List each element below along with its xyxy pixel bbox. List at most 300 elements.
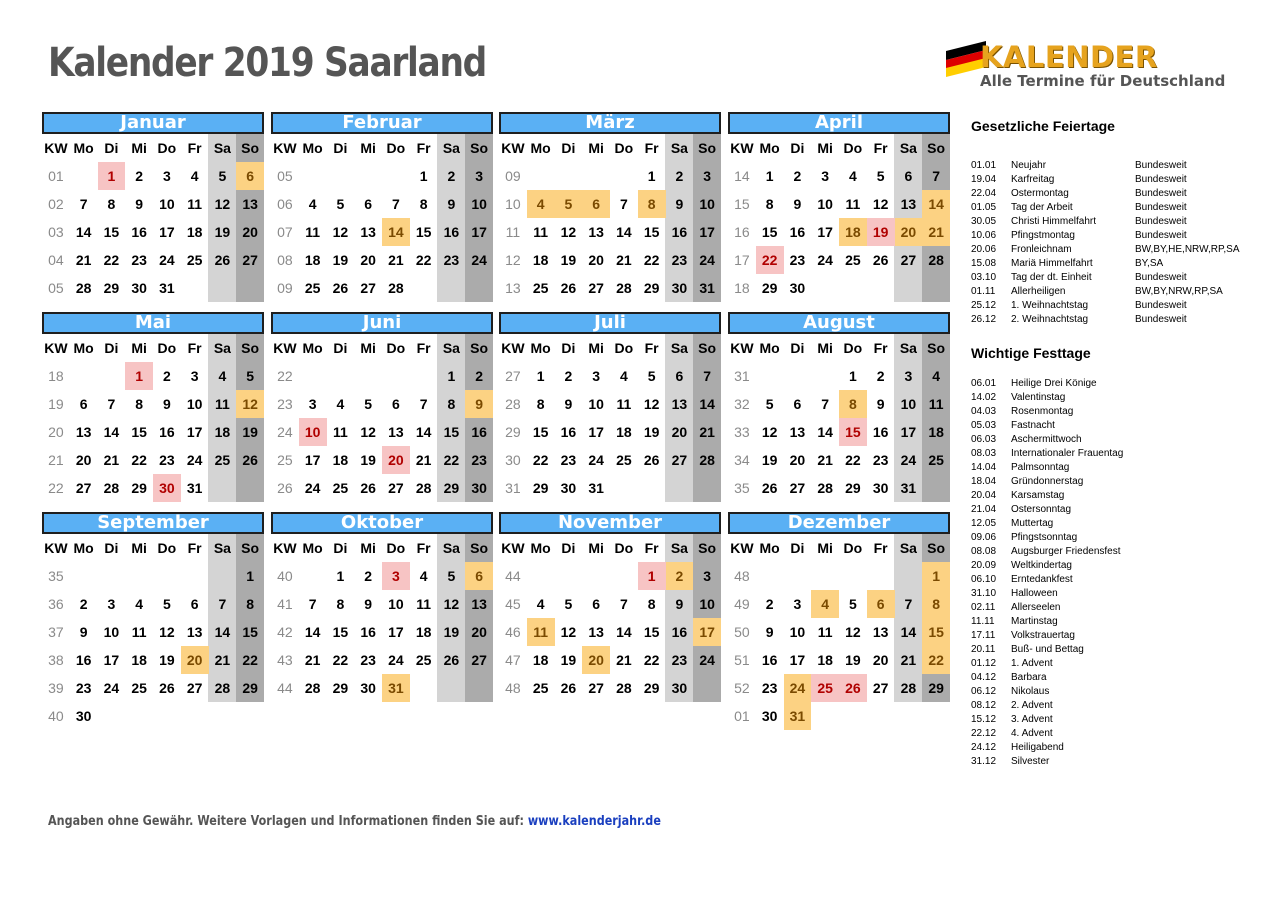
day-cell[interactable] bbox=[98, 246, 126, 274]
day-cell[interactable] bbox=[693, 646, 721, 674]
day-cell[interactable] bbox=[922, 390, 950, 418]
day-cell[interactable] bbox=[125, 474, 153, 502]
festday-day[interactable] bbox=[582, 646, 610, 674]
day-cell[interactable] bbox=[327, 674, 355, 702]
day-cell[interactable] bbox=[410, 618, 438, 646]
day-cell[interactable] bbox=[410, 390, 438, 418]
day-cell[interactable] bbox=[527, 418, 555, 446]
day-cell[interactable] bbox=[209, 246, 237, 274]
festday-day[interactable] bbox=[382, 218, 410, 246]
day-cell[interactable] bbox=[784, 474, 812, 502]
day-cell[interactable] bbox=[327, 246, 355, 274]
day-cell[interactable] bbox=[756, 446, 784, 474]
day-cell[interactable] bbox=[582, 446, 610, 474]
day-cell[interactable] bbox=[153, 218, 181, 246]
day-cell[interactable] bbox=[527, 446, 555, 474]
day-cell[interactable] bbox=[70, 590, 98, 618]
day-cell[interactable] bbox=[638, 362, 666, 390]
day-cell[interactable] bbox=[153, 190, 181, 218]
day-cell[interactable] bbox=[582, 274, 610, 302]
day-cell[interactable] bbox=[867, 446, 895, 474]
day-cell[interactable] bbox=[582, 590, 610, 618]
festday-day[interactable] bbox=[236, 162, 264, 190]
day-cell[interactable] bbox=[555, 246, 583, 274]
day-cell[interactable] bbox=[438, 446, 466, 474]
day-cell[interactable] bbox=[638, 274, 666, 302]
day-cell[interactable] bbox=[181, 362, 209, 390]
day-cell[interactable] bbox=[181, 590, 209, 618]
day-cell[interactable] bbox=[125, 218, 153, 246]
day-cell[interactable] bbox=[327, 418, 355, 446]
day-cell[interactable] bbox=[610, 674, 638, 702]
day-cell[interactable] bbox=[354, 446, 382, 474]
festday-day[interactable] bbox=[922, 618, 950, 646]
day-cell[interactable] bbox=[299, 446, 327, 474]
day-cell[interactable] bbox=[811, 390, 839, 418]
day-cell[interactable] bbox=[181, 190, 209, 218]
holiday-day[interactable] bbox=[299, 418, 327, 446]
festday-day[interactable] bbox=[465, 390, 493, 418]
day-cell[interactable] bbox=[527, 646, 555, 674]
day-cell[interactable] bbox=[638, 390, 666, 418]
day-cell[interactable] bbox=[438, 218, 466, 246]
day-cell[interactable] bbox=[895, 446, 923, 474]
day-cell[interactable] bbox=[784, 418, 812, 446]
day-cell[interactable] bbox=[125, 246, 153, 274]
day-cell[interactable] bbox=[527, 474, 555, 502]
day-cell[interactable] bbox=[153, 418, 181, 446]
day-cell[interactable] bbox=[236, 246, 264, 274]
day-cell[interactable] bbox=[236, 590, 264, 618]
day-cell[interactable] bbox=[638, 446, 666, 474]
day-cell[interactable] bbox=[895, 674, 923, 702]
day-cell[interactable] bbox=[382, 590, 410, 618]
day-cell[interactable] bbox=[610, 618, 638, 646]
day-cell[interactable] bbox=[438, 646, 466, 674]
day-cell[interactable] bbox=[756, 390, 784, 418]
day-cell[interactable] bbox=[382, 246, 410, 274]
day-cell[interactable] bbox=[756, 274, 784, 302]
day-cell[interactable] bbox=[811, 162, 839, 190]
day-cell[interactable] bbox=[181, 674, 209, 702]
day-cell[interactable] bbox=[354, 246, 382, 274]
day-cell[interactable] bbox=[922, 362, 950, 390]
day-cell[interactable] bbox=[666, 162, 694, 190]
day-cell[interactable] bbox=[895, 618, 923, 646]
day-cell[interactable] bbox=[438, 246, 466, 274]
day-cell[interactable] bbox=[839, 474, 867, 502]
day-cell[interactable] bbox=[98, 618, 126, 646]
day-cell[interactable] bbox=[756, 218, 784, 246]
day-cell[interactable] bbox=[209, 618, 237, 646]
holiday-day[interactable] bbox=[153, 474, 181, 502]
festday-day[interactable] bbox=[693, 618, 721, 646]
day-cell[interactable] bbox=[811, 418, 839, 446]
day-cell[interactable] bbox=[922, 418, 950, 446]
day-cell[interactable] bbox=[811, 618, 839, 646]
day-cell[interactable] bbox=[209, 162, 237, 190]
day-cell[interactable] bbox=[410, 162, 438, 190]
day-cell[interactable] bbox=[410, 474, 438, 502]
day-cell[interactable] bbox=[181, 218, 209, 246]
day-cell[interactable] bbox=[582, 474, 610, 502]
day-cell[interactable] bbox=[693, 446, 721, 474]
day-cell[interactable] bbox=[382, 646, 410, 674]
day-cell[interactable] bbox=[756, 590, 784, 618]
day-cell[interactable] bbox=[839, 162, 867, 190]
day-cell[interactable] bbox=[666, 446, 694, 474]
day-cell[interactable] bbox=[839, 446, 867, 474]
day-cell[interactable] bbox=[327, 646, 355, 674]
festday-day[interactable] bbox=[465, 562, 493, 590]
day-cell[interactable] bbox=[209, 674, 237, 702]
day-cell[interactable] bbox=[70, 246, 98, 274]
day-cell[interactable] bbox=[867, 674, 895, 702]
day-cell[interactable] bbox=[236, 218, 264, 246]
day-cell[interactable] bbox=[693, 190, 721, 218]
day-cell[interactable] bbox=[756, 162, 784, 190]
day-cell[interactable] bbox=[555, 590, 583, 618]
day-cell[interactable] bbox=[299, 390, 327, 418]
day-cell[interactable] bbox=[527, 390, 555, 418]
day-cell[interactable] bbox=[236, 418, 264, 446]
day-cell[interactable] bbox=[153, 362, 181, 390]
day-cell[interactable] bbox=[610, 362, 638, 390]
holiday-day[interactable] bbox=[382, 562, 410, 590]
day-cell[interactable] bbox=[209, 390, 237, 418]
day-cell[interactable] bbox=[693, 162, 721, 190]
day-cell[interactable] bbox=[327, 218, 355, 246]
day-cell[interactable] bbox=[638, 590, 666, 618]
day-cell[interactable] bbox=[327, 474, 355, 502]
day-cell[interactable] bbox=[382, 474, 410, 502]
day-cell[interactable] bbox=[811, 218, 839, 246]
day-cell[interactable] bbox=[756, 674, 784, 702]
festday-day[interactable] bbox=[666, 562, 694, 590]
day-cell[interactable] bbox=[638, 646, 666, 674]
day-cell[interactable] bbox=[299, 674, 327, 702]
day-cell[interactable] bbox=[125, 274, 153, 302]
day-cell[interactable] bbox=[410, 218, 438, 246]
day-cell[interactable] bbox=[354, 190, 382, 218]
day-cell[interactable] bbox=[555, 474, 583, 502]
day-cell[interactable] bbox=[666, 190, 694, 218]
day-cell[interactable] bbox=[382, 418, 410, 446]
day-cell[interactable] bbox=[527, 590, 555, 618]
day-cell[interactable] bbox=[236, 562, 264, 590]
day-cell[interactable] bbox=[465, 218, 493, 246]
day-cell[interactable] bbox=[811, 246, 839, 274]
day-cell[interactable] bbox=[666, 390, 694, 418]
day-cell[interactable] bbox=[98, 474, 126, 502]
day-cell[interactable] bbox=[666, 590, 694, 618]
day-cell[interactable] bbox=[438, 418, 466, 446]
festday-day[interactable] bbox=[181, 646, 209, 674]
day-cell[interactable] bbox=[555, 418, 583, 446]
day-cell[interactable] bbox=[181, 246, 209, 274]
day-cell[interactable] bbox=[895, 362, 923, 390]
day-cell[interactable] bbox=[839, 362, 867, 390]
day-cell[interactable] bbox=[153, 246, 181, 274]
day-cell[interactable] bbox=[693, 562, 721, 590]
festday-day[interactable] bbox=[784, 702, 812, 730]
day-cell[interactable] bbox=[867, 246, 895, 274]
day-cell[interactable] bbox=[209, 590, 237, 618]
day-cell[interactable] bbox=[354, 274, 382, 302]
day-cell[interactable] bbox=[555, 362, 583, 390]
day-cell[interactable] bbox=[299, 246, 327, 274]
footer-link[interactable]: www.kalenderjahr.de bbox=[527, 814, 661, 829]
day-cell[interactable] bbox=[610, 646, 638, 674]
day-cell[interactable] bbox=[610, 446, 638, 474]
day-cell[interactable] bbox=[610, 274, 638, 302]
day-cell[interactable] bbox=[125, 590, 153, 618]
day-cell[interactable] bbox=[527, 274, 555, 302]
day-cell[interactable] bbox=[70, 618, 98, 646]
day-cell[interactable] bbox=[98, 674, 126, 702]
day-cell[interactable] bbox=[582, 362, 610, 390]
day-cell[interactable] bbox=[327, 190, 355, 218]
day-cell[interactable] bbox=[438, 562, 466, 590]
day-cell[interactable] bbox=[666, 618, 694, 646]
festday-day[interactable] bbox=[382, 674, 410, 702]
day-cell[interactable] bbox=[153, 274, 181, 302]
day-cell[interactable] bbox=[839, 618, 867, 646]
day-cell[interactable] bbox=[181, 618, 209, 646]
day-cell[interactable] bbox=[98, 390, 126, 418]
day-cell[interactable] bbox=[638, 418, 666, 446]
day-cell[interactable] bbox=[70, 418, 98, 446]
day-cell[interactable] bbox=[410, 562, 438, 590]
day-cell[interactable] bbox=[98, 418, 126, 446]
festday-day[interactable] bbox=[236, 390, 264, 418]
day-cell[interactable] bbox=[354, 590, 382, 618]
day-cell[interactable] bbox=[327, 390, 355, 418]
day-cell[interactable] bbox=[610, 590, 638, 618]
day-cell[interactable] bbox=[299, 274, 327, 302]
day-cell[interactable] bbox=[354, 646, 382, 674]
day-cell[interactable] bbox=[465, 446, 493, 474]
day-cell[interactable] bbox=[784, 618, 812, 646]
day-cell[interactable] bbox=[438, 162, 466, 190]
day-cell[interactable] bbox=[153, 646, 181, 674]
day-cell[interactable] bbox=[209, 646, 237, 674]
day-cell[interactable] bbox=[98, 646, 126, 674]
day-cell[interactable] bbox=[582, 218, 610, 246]
day-cell[interactable] bbox=[354, 474, 382, 502]
holiday-day[interactable] bbox=[839, 418, 867, 446]
day-cell[interactable] bbox=[125, 646, 153, 674]
day-cell[interactable] bbox=[582, 390, 610, 418]
day-cell[interactable] bbox=[527, 246, 555, 274]
day-cell[interactable] bbox=[839, 246, 867, 274]
day-cell[interactable] bbox=[895, 590, 923, 618]
day-cell[interactable] bbox=[895, 246, 923, 274]
day-cell[interactable] bbox=[181, 162, 209, 190]
day-cell[interactable] bbox=[610, 418, 638, 446]
day-cell[interactable] bbox=[153, 446, 181, 474]
day-cell[interactable] bbox=[784, 162, 812, 190]
day-cell[interactable] bbox=[756, 646, 784, 674]
day-cell[interactable] bbox=[410, 246, 438, 274]
day-cell[interactable] bbox=[410, 190, 438, 218]
day-cell[interactable] bbox=[465, 162, 493, 190]
festday-day[interactable] bbox=[922, 590, 950, 618]
festday-day[interactable] bbox=[922, 646, 950, 674]
day-cell[interactable] bbox=[125, 618, 153, 646]
holiday-day[interactable] bbox=[638, 562, 666, 590]
day-cell[interactable] bbox=[354, 674, 382, 702]
day-cell[interactable] bbox=[784, 246, 812, 274]
festday-day[interactable] bbox=[555, 190, 583, 218]
day-cell[interactable] bbox=[555, 618, 583, 646]
day-cell[interactable] bbox=[299, 646, 327, 674]
day-cell[interactable] bbox=[756, 474, 784, 502]
day-cell[interactable] bbox=[555, 218, 583, 246]
day-cell[interactable] bbox=[922, 674, 950, 702]
holiday-day[interactable] bbox=[125, 362, 153, 390]
day-cell[interactable] bbox=[465, 362, 493, 390]
day-cell[interactable] bbox=[555, 274, 583, 302]
day-cell[interactable] bbox=[756, 618, 784, 646]
day-cell[interactable] bbox=[382, 274, 410, 302]
day-cell[interactable] bbox=[839, 646, 867, 674]
day-cell[interactable] bbox=[70, 390, 98, 418]
day-cell[interactable] bbox=[610, 390, 638, 418]
holiday-day[interactable] bbox=[756, 246, 784, 274]
day-cell[interactable] bbox=[839, 190, 867, 218]
day-cell[interactable] bbox=[236, 618, 264, 646]
day-cell[interactable] bbox=[922, 446, 950, 474]
festday-day[interactable] bbox=[922, 562, 950, 590]
day-cell[interactable] bbox=[153, 390, 181, 418]
day-cell[interactable] bbox=[638, 674, 666, 702]
day-cell[interactable] bbox=[98, 190, 126, 218]
day-cell[interactable] bbox=[153, 162, 181, 190]
day-cell[interactable] bbox=[922, 246, 950, 274]
day-cell[interactable] bbox=[867, 618, 895, 646]
day-cell[interactable] bbox=[236, 446, 264, 474]
day-cell[interactable] bbox=[438, 390, 466, 418]
day-cell[interactable] bbox=[327, 562, 355, 590]
day-cell[interactable] bbox=[125, 674, 153, 702]
day-cell[interactable] bbox=[693, 274, 721, 302]
day-cell[interactable] bbox=[70, 446, 98, 474]
festday-day[interactable] bbox=[582, 190, 610, 218]
day-cell[interactable] bbox=[895, 162, 923, 190]
festday-day[interactable] bbox=[527, 618, 555, 646]
day-cell[interactable] bbox=[756, 702, 784, 730]
holiday-day[interactable] bbox=[839, 674, 867, 702]
day-cell[interactable] bbox=[527, 362, 555, 390]
day-cell[interactable] bbox=[610, 190, 638, 218]
day-cell[interactable] bbox=[895, 646, 923, 674]
day-cell[interactable] bbox=[895, 190, 923, 218]
day-cell[interactable] bbox=[70, 702, 98, 730]
day-cell[interactable] bbox=[895, 418, 923, 446]
holiday-day[interactable] bbox=[382, 446, 410, 474]
day-cell[interactable] bbox=[236, 674, 264, 702]
day-cell[interactable] bbox=[382, 390, 410, 418]
day-cell[interactable] bbox=[236, 362, 264, 390]
day-cell[interactable] bbox=[465, 646, 493, 674]
day-cell[interactable] bbox=[299, 218, 327, 246]
day-cell[interactable] bbox=[867, 162, 895, 190]
day-cell[interactable] bbox=[527, 218, 555, 246]
day-cell[interactable] bbox=[125, 190, 153, 218]
day-cell[interactable] bbox=[784, 190, 812, 218]
day-cell[interactable] bbox=[125, 390, 153, 418]
day-cell[interactable] bbox=[299, 590, 327, 618]
day-cell[interactable] bbox=[70, 646, 98, 674]
day-cell[interactable] bbox=[153, 590, 181, 618]
day-cell[interactable] bbox=[666, 362, 694, 390]
day-cell[interactable] bbox=[438, 590, 466, 618]
day-cell[interactable] bbox=[153, 674, 181, 702]
day-cell[interactable] bbox=[98, 590, 126, 618]
day-cell[interactable] bbox=[181, 474, 209, 502]
day-cell[interactable] bbox=[153, 618, 181, 646]
day-cell[interactable] bbox=[922, 162, 950, 190]
day-cell[interactable] bbox=[867, 362, 895, 390]
festday-day[interactable] bbox=[839, 390, 867, 418]
day-cell[interactable] bbox=[181, 390, 209, 418]
day-cell[interactable] bbox=[784, 590, 812, 618]
day-cell[interactable] bbox=[465, 190, 493, 218]
day-cell[interactable] bbox=[465, 418, 493, 446]
day-cell[interactable] bbox=[327, 274, 355, 302]
day-cell[interactable] bbox=[527, 674, 555, 702]
day-cell[interactable] bbox=[327, 618, 355, 646]
day-cell[interactable] bbox=[98, 274, 126, 302]
day-cell[interactable] bbox=[410, 646, 438, 674]
day-cell[interactable] bbox=[125, 446, 153, 474]
day-cell[interactable] bbox=[354, 618, 382, 646]
day-cell[interactable] bbox=[354, 218, 382, 246]
day-cell[interactable] bbox=[666, 218, 694, 246]
day-cell[interactable] bbox=[811, 646, 839, 674]
day-cell[interactable] bbox=[181, 446, 209, 474]
day-cell[interactable] bbox=[666, 274, 694, 302]
festday-day[interactable] bbox=[811, 590, 839, 618]
day-cell[interactable] bbox=[299, 190, 327, 218]
day-cell[interactable] bbox=[555, 674, 583, 702]
day-cell[interactable] bbox=[382, 190, 410, 218]
day-cell[interactable] bbox=[693, 246, 721, 274]
day-cell[interactable] bbox=[811, 474, 839, 502]
day-cell[interactable] bbox=[354, 418, 382, 446]
festday-day[interactable] bbox=[867, 590, 895, 618]
festday-day[interactable] bbox=[784, 674, 812, 702]
day-cell[interactable] bbox=[555, 446, 583, 474]
day-cell[interactable] bbox=[582, 418, 610, 446]
day-cell[interactable] bbox=[410, 590, 438, 618]
day-cell[interactable] bbox=[693, 590, 721, 618]
day-cell[interactable] bbox=[236, 646, 264, 674]
day-cell[interactable] bbox=[811, 190, 839, 218]
day-cell[interactable] bbox=[693, 218, 721, 246]
day-cell[interactable] bbox=[811, 446, 839, 474]
festday-day[interactable] bbox=[839, 218, 867, 246]
festday-day[interactable] bbox=[922, 190, 950, 218]
day-cell[interactable] bbox=[839, 590, 867, 618]
day-cell[interactable] bbox=[555, 390, 583, 418]
day-cell[interactable] bbox=[125, 162, 153, 190]
day-cell[interactable] bbox=[784, 646, 812, 674]
day-cell[interactable] bbox=[867, 646, 895, 674]
day-cell[interactable] bbox=[666, 246, 694, 274]
day-cell[interactable] bbox=[410, 446, 438, 474]
